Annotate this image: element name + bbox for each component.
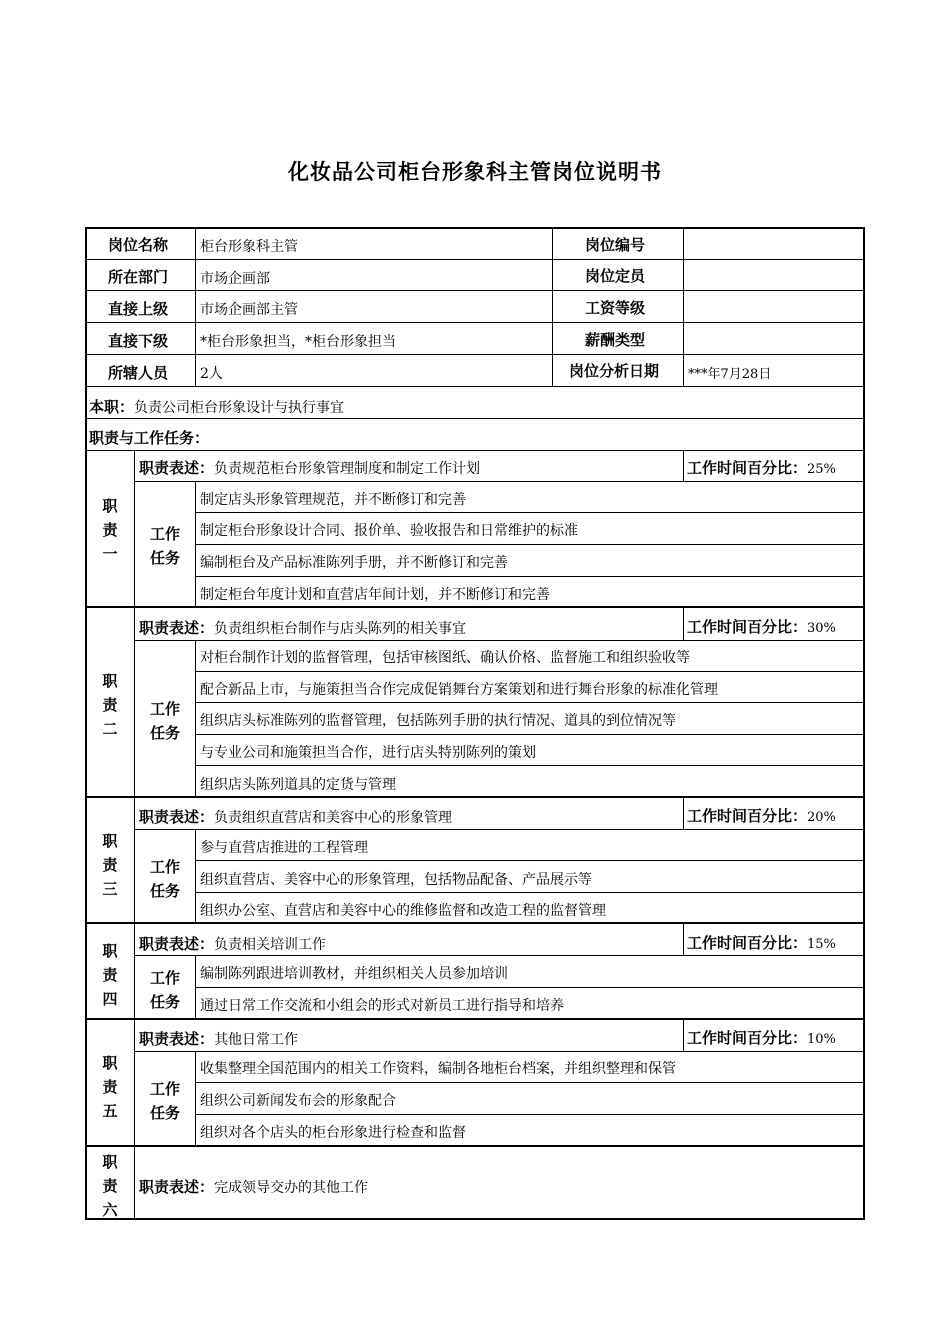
duties-header: 职责与工作任务： xyxy=(89,429,210,447)
row-divider xyxy=(85,386,865,387)
duty-1-task-1: 制定店头形象管理规范，并不断修订和完善 xyxy=(200,492,466,508)
duty-6-desc: 职责表述：完成领导交办的其他工作 xyxy=(139,1178,369,1196)
row-divider xyxy=(195,765,865,766)
duty-3-pct: 工作时间百分比：20% xyxy=(687,807,836,825)
duty-6-name: 职 责 六 xyxy=(102,1153,118,1219)
duty-1-task-3: 编制柜台及产品标准陈列手册，并不断修订和完善 xyxy=(200,555,508,571)
page-title: 化妆品公司柜台形象科主管岗位说明书 xyxy=(288,160,662,184)
label-subordinate: 直接下级 xyxy=(108,332,169,350)
row-divider xyxy=(195,734,865,735)
duty-4-task-1: 编制陈列跟进培训教材，并组织相关人员参加培训 xyxy=(200,966,508,982)
col-divider xyxy=(683,1019,684,1052)
row-divider xyxy=(85,418,865,419)
row-divider xyxy=(85,450,865,451)
col-divider xyxy=(683,923,684,956)
col-divider xyxy=(195,1051,196,1146)
section-divider xyxy=(85,1018,865,1020)
main-duty-label: 本职： xyxy=(89,398,135,416)
duty-2-task-5: 组织店头陈列道具的定货与管理 xyxy=(200,777,396,793)
col-divider xyxy=(195,640,196,797)
duty-1-pct: 工作时间百分比：25% xyxy=(687,459,836,477)
duty-1-task-label: 工作 任务 xyxy=(149,525,180,567)
row-divider xyxy=(195,544,865,545)
duty-2-pct: 工作时间百分比：30% xyxy=(687,618,836,636)
row-divider xyxy=(134,481,865,482)
duty-3-task-2: 组织直营店、美容中心的形象管理，包括物品配备、产品展示等 xyxy=(200,872,592,888)
duty-5-task-3: 组织对各个店头的柜台形象进行检查和监督 xyxy=(200,1125,466,1141)
col-divider xyxy=(552,227,553,387)
row-divider xyxy=(195,987,865,988)
row-divider xyxy=(195,892,865,893)
row-divider xyxy=(195,702,865,703)
value-superior: 市场企画部主管 xyxy=(200,302,298,318)
section-divider xyxy=(85,606,865,608)
row-divider xyxy=(134,829,865,830)
duty-1-task-2: 制定柜台形象设计合同、报价单、验收报告和日常维护的标准 xyxy=(200,523,578,539)
duty-2-task-4: 与专业公司和施策担当合作，进行店头特别陈列的策划 xyxy=(200,745,536,761)
duty-1-name: 职 责 一 xyxy=(102,497,118,563)
section-divider xyxy=(85,922,865,924)
col-divider xyxy=(683,797,684,830)
duty-3-desc: 职责表述：负责组织直营店和美容中心的形象管理 xyxy=(139,808,453,826)
row-divider xyxy=(195,512,865,513)
label-headcount: 岗位定员 xyxy=(585,267,646,285)
label-department: 所在部门 xyxy=(108,268,169,286)
row-divider xyxy=(134,955,865,956)
col-divider xyxy=(195,829,196,923)
duty-4-task-label: 工作 任务 xyxy=(149,969,180,1011)
duty-5-name: 职 责 五 xyxy=(102,1054,118,1120)
col-divider xyxy=(683,607,684,641)
duty-2-desc: 职责表述：负责组织柜台制作与店头陈列的相关事宜 xyxy=(139,619,467,637)
col-divider xyxy=(683,227,684,387)
label-position-name: 岗位名称 xyxy=(108,236,169,254)
row-divider xyxy=(195,1082,865,1083)
value-subordinate: *柜台形象担当，*柜台形象担当 xyxy=(200,334,396,350)
main-duty xyxy=(89,396,344,417)
duty-2-task-1: 对柜台制作计划的监督管理，包括审核图纸、确认价格、监督施工和组织验收等 xyxy=(200,650,690,666)
label-salary-type: 薪酬类型 xyxy=(585,331,646,349)
row-divider xyxy=(85,322,865,323)
col-divider xyxy=(195,227,196,387)
duty-5-pct: 工作时间百分比：10% xyxy=(687,1029,836,1047)
row-divider xyxy=(195,1114,865,1115)
section-divider xyxy=(85,1145,865,1147)
row-divider xyxy=(134,640,865,641)
duty-1-task-4: 制定柜台年度计划和直营店年间计划，并不断修订和完善 xyxy=(200,587,550,603)
duty-5-desc: 职责表述：其他日常工作 xyxy=(139,1030,299,1048)
row-divider xyxy=(134,1051,865,1052)
main-duty-value: 负责公司柜台形象设计与执行事宜 xyxy=(134,400,345,416)
row-divider xyxy=(85,290,865,291)
row-divider xyxy=(85,354,865,355)
duty-5-task-1: 收集整理全国范围内的相关工作资料，编制各地柜台档案，并组织整理和保管 xyxy=(200,1061,676,1077)
row-divider xyxy=(195,576,865,577)
row-divider xyxy=(195,671,865,672)
value-position-name: 柜台形象科主管 xyxy=(200,239,298,255)
value-staff-count: 2人 xyxy=(200,366,223,382)
label-salary-grade: 工资等级 xyxy=(585,299,646,317)
duty-2-task-2: 配合新品上市，与施策担当合作完成促销舞台方案策划和进行舞台形象的标准化管理 xyxy=(200,682,718,698)
duty-4-desc: 职责表述：负责相关培训工作 xyxy=(139,935,327,953)
duty-2-task-3: 组织店头标准陈列的监督管理，包括陈列手册的执行情况、道具的到位情况等 xyxy=(200,713,676,729)
duty-3-task-label: 工作 任务 xyxy=(149,858,180,900)
duty-1-desc: 职责表述：负责规范柜台形象管理制度和制定工作计划 xyxy=(139,459,481,477)
label-analysis-date: 岗位分析日期 xyxy=(569,362,660,380)
row-divider xyxy=(85,259,865,260)
duty-4-name: 职 责 四 xyxy=(102,942,118,1008)
duty-5-task-label: 工作 任务 xyxy=(149,1080,180,1122)
label-staff-count: 所辖人员 xyxy=(108,364,169,382)
section-divider xyxy=(85,796,865,798)
value-analysis-date: ***年7月28日 xyxy=(688,367,772,382)
col-divider xyxy=(683,450,684,482)
duty-3-name: 职 责 三 xyxy=(102,832,118,898)
duty-4-pct: 工作时间百分比：15% xyxy=(687,934,836,952)
duty-3-task-3: 组织办公室、直营店和美容中心的维修监督和改造工程的监督管理 xyxy=(200,903,606,919)
value-department: 市场企画部 xyxy=(200,271,270,287)
row-divider xyxy=(195,860,865,861)
label-superior: 直接上级 xyxy=(108,300,169,318)
duty-4-task-2: 通过日常工作交流和小组会的形式对新员工进行指导和培养 xyxy=(200,998,564,1014)
duty-2-name: 职 责 二 xyxy=(102,672,118,738)
duty-5-task-2: 组织公司新闻发布会的形象配合 xyxy=(200,1093,396,1109)
label-position-code: 岗位编号 xyxy=(585,236,646,254)
duty-3-task-1: 参与直营店推进的工程管理 xyxy=(200,840,368,856)
duty-2-task-label: 工作 任务 xyxy=(149,700,180,742)
